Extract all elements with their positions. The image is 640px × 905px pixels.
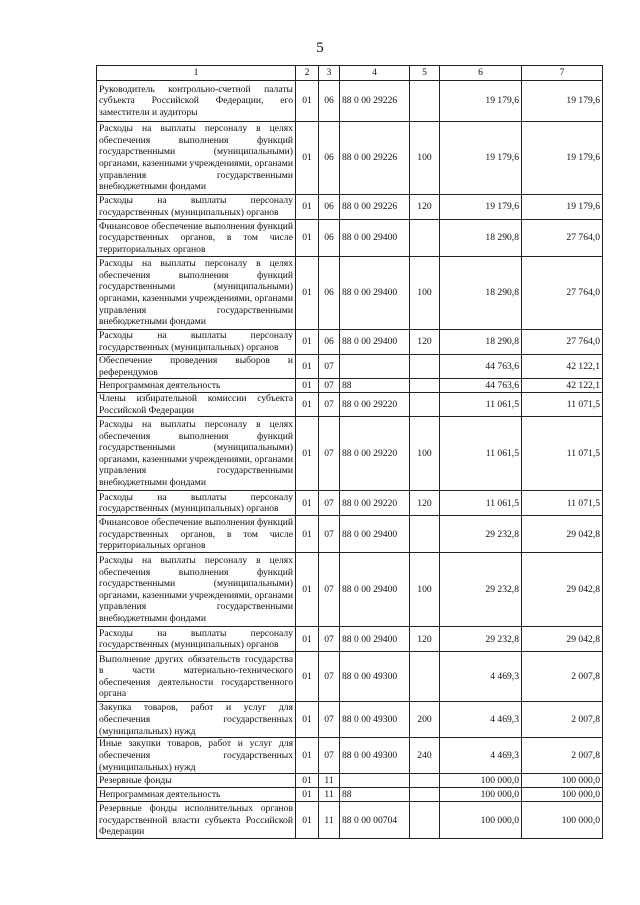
table-body [97, 81, 603, 839]
table-row [97, 774, 603, 788]
expense-type-cell: 100 [410, 122, 440, 195]
target-article-cell: 88 0 00 29220 [340, 393, 410, 417]
budget-table [96, 65, 603, 839]
row-name-cell: Финансовое обеспечение выполнения функций государственных органов, в том числе территориальных органов [97, 516, 296, 553]
table-row [97, 652, 603, 702]
section-code-cell: 01 [296, 417, 319, 491]
table-row [97, 702, 603, 738]
target-article-cell: 88 0 00 29400 [340, 553, 410, 627]
row-name-cell: Непрограммная деятельность [97, 379, 296, 393]
subsection-code-cell: 06 [319, 122, 340, 195]
amount-cell-year1: 19 179,6 [440, 81, 522, 122]
amount-cell-year2: 11 071,5 [522, 491, 603, 516]
amount-cell-year2: 19 179,6 [522, 81, 603, 122]
section-code-cell: 01 [296, 330, 319, 355]
section-code-cell: 01 [296, 355, 319, 379]
expense-type-cell: 120 [410, 330, 440, 355]
target-article-cell: 88 0 00 29400 [340, 220, 410, 257]
row-name-cell: Закупка товаров, работ и услуг для обеспечения государственных (муниципальных) нужд [97, 702, 296, 738]
amount-cell-year2: 19 179,6 [522, 122, 603, 195]
page-number: 5 [316, 40, 324, 56]
amount-cell-year1: 29 232,8 [440, 553, 522, 627]
row-name-cell: Расходы на выплаты персоналу государственных (муниципальных) органов [97, 330, 296, 355]
expense-type-cell [410, 81, 440, 122]
row-name-cell: Непрограммная деятельность [97, 788, 296, 802]
table-row [97, 355, 603, 379]
table-row [97, 491, 603, 516]
expense-type-cell: 120 [410, 491, 440, 516]
subsection-code-cell: 06 [319, 81, 340, 122]
expense-type-cell [410, 355, 440, 379]
amount-cell-year2: 100 000,0 [522, 802, 603, 839]
target-article-cell [340, 774, 410, 788]
subsection-code-cell: 11 [319, 802, 340, 839]
subsection-code-cell: 06 [319, 257, 340, 330]
target-article-cell: 88 0 00 29226 [340, 81, 410, 122]
subsection-code-cell: 07 [319, 553, 340, 627]
expense-type-cell [410, 652, 440, 702]
amount-cell-year1: 4 469,3 [440, 652, 522, 702]
amount-cell-year1: 100 000,0 [440, 788, 522, 802]
amount-cell-year1: 18 290,8 [440, 220, 522, 257]
row-name-cell: Расходы на выплаты персоналу государственных (муниципальных) органов [97, 195, 296, 220]
row-name-cell: Расходы на выплаты персоналу в целях обеспечения выполнения функций государственными (муниципальными) органами, казенными учреждениями, органами управления государственными внебюджетными фондами [97, 417, 296, 491]
target-article-cell: 88 0 00 00704 [340, 802, 410, 839]
row-name-cell: Резервные фонды исполнительных органов государственной власти субъекта Российской Федерации [97, 802, 296, 839]
section-code-cell: 01 [296, 627, 319, 652]
expense-type-cell [410, 516, 440, 553]
amount-cell-year1: 44 763,6 [440, 379, 522, 393]
column-header: 3 [319, 66, 340, 81]
table-row [97, 330, 603, 355]
table-row [97, 553, 603, 627]
table-row [97, 257, 603, 330]
section-code-cell: 01 [296, 738, 319, 774]
section-code-cell: 01 [296, 379, 319, 393]
subsection-code-cell: 07 [319, 393, 340, 417]
amount-cell-year2: 27 764,0 [522, 257, 603, 330]
amount-cell-year1: 11 061,5 [440, 417, 522, 491]
amount-cell-year1: 44 763,6 [440, 355, 522, 379]
subsection-code-cell: 06 [319, 195, 340, 220]
expense-type-cell: 100 [410, 553, 440, 627]
subsection-code-cell: 07 [319, 417, 340, 491]
section-code-cell: 01 [296, 393, 319, 417]
row-name-cell: Резервные фонды [97, 774, 296, 788]
table-row [97, 195, 603, 220]
subsection-code-cell: 07 [319, 379, 340, 393]
section-code-cell: 01 [296, 81, 319, 122]
table-row [97, 738, 603, 774]
row-name-cell: Финансовое обеспечение выполнения функций государственных органов, в том числе территориальных органов [97, 220, 296, 257]
amount-cell-year2: 100 000,0 [522, 788, 603, 802]
row-name-cell: Расходы на выплаты персоналу в целях обеспечения выполнения функций государственными (муниципальными) органами, казенными учреждениями, органами управления государственными внебюджетными фондами [97, 122, 296, 195]
subsection-code-cell: 11 [319, 788, 340, 802]
expense-type-cell: 100 [410, 417, 440, 491]
amount-cell-year1: 100 000,0 [440, 774, 522, 788]
subsection-code-cell: 06 [319, 220, 340, 257]
target-article-cell: 88 0 00 29400 [340, 516, 410, 553]
section-code-cell: 01 [296, 195, 319, 220]
target-article-cell: 88 0 00 29400 [340, 257, 410, 330]
row-name-cell: Руководитель контрольно-счетной палаты субъекта Российской Федерации, его заместители и аудиторы [97, 81, 296, 122]
amount-cell-year2: 42 122,1 [522, 379, 603, 393]
row-name-cell: Иные закупки товаров, работ и услуг для обеспечения государственных (муниципальных) нужд [97, 738, 296, 774]
subsection-code-cell: 07 [319, 738, 340, 774]
row-name-cell: Расходы на выплаты персоналу государственных (муниципальных) органов [97, 491, 296, 516]
expense-type-cell: 240 [410, 738, 440, 774]
amount-cell-year1: 29 232,8 [440, 627, 522, 652]
amount-cell-year1: 29 232,8 [440, 516, 522, 553]
table-row [97, 81, 603, 122]
target-article-cell: 88 0 00 49300 [340, 652, 410, 702]
subsection-code-cell: 07 [319, 491, 340, 516]
amount-cell-year2: 2 007,8 [522, 702, 603, 738]
amount-cell-year2: 100 000,0 [522, 774, 603, 788]
expense-type-cell [410, 220, 440, 257]
target-article-cell: 88 0 00 29226 [340, 195, 410, 220]
expense-type-cell: 200 [410, 702, 440, 738]
subsection-code-cell: 07 [319, 355, 340, 379]
subsection-code-cell: 07 [319, 702, 340, 738]
section-code-cell: 01 [296, 802, 319, 839]
amount-cell-year2: 19 179,6 [522, 195, 603, 220]
section-code-cell: 01 [296, 220, 319, 257]
target-article-cell: 88 0 00 29220 [340, 491, 410, 516]
table-row [97, 122, 603, 195]
target-article-cell [340, 355, 410, 379]
table-row [97, 627, 603, 652]
section-code-cell: 01 [296, 702, 319, 738]
target-article-cell: 88 0 00 49300 [340, 738, 410, 774]
amount-cell-year2: 29 042,8 [522, 627, 603, 652]
section-code-cell: 01 [296, 516, 319, 553]
amount-cell-year1: 100 000,0 [440, 802, 522, 839]
amount-cell-year2: 2 007,8 [522, 738, 603, 774]
table-row [97, 417, 603, 491]
amount-cell-year1: 18 290,8 [440, 330, 522, 355]
subsection-code-cell: 06 [319, 330, 340, 355]
column-header: 4 [340, 66, 410, 81]
column-header: 7 [522, 66, 603, 81]
amount-cell-year1: 4 469,3 [440, 738, 522, 774]
row-name-cell: Обеспечение проведения выборов и референдумов [97, 355, 296, 379]
column-header: 5 [410, 66, 440, 81]
row-name-cell: Расходы на выплаты персоналу в целях обеспечения выполнения функций государственными (муниципальными) органами, казенными учреждениями, органами управления государственными внебюджетными фондами [97, 257, 296, 330]
amount-cell-year1: 19 179,6 [440, 122, 522, 195]
target-article-cell: 88 0 00 29220 [340, 417, 410, 491]
target-article-cell: 88 0 00 29400 [340, 330, 410, 355]
section-code-cell: 01 [296, 652, 319, 702]
amount-cell-year1: 18 290,8 [440, 257, 522, 330]
section-code-cell: 01 [296, 774, 319, 788]
table-row [97, 220, 603, 257]
amount-cell-year1: 19 179,6 [440, 195, 522, 220]
amount-cell-year2: 29 042,8 [522, 553, 603, 627]
row-name-cell: Расходы на выплаты персоналу в целях обеспечения выполнения функций государственными (муниципальными) органами, казенными учреждениями, органами управления государственными внебюджетными фондами [97, 553, 296, 627]
expense-type-cell [410, 788, 440, 802]
section-code-cell: 01 [296, 257, 319, 330]
column-header: 6 [440, 66, 522, 81]
table-header-row [97, 66, 603, 81]
amount-cell-year1: 4 469,3 [440, 702, 522, 738]
expense-type-cell: 120 [410, 195, 440, 220]
target-article-cell: 88 0 00 29400 [340, 627, 410, 652]
target-article-cell: 88 0 00 49300 [340, 702, 410, 738]
subsection-code-cell: 07 [319, 516, 340, 553]
amount-cell-year1: 11 061,5 [440, 491, 522, 516]
section-code-cell: 01 [296, 788, 319, 802]
section-code-cell: 01 [296, 122, 319, 195]
expense-type-cell [410, 379, 440, 393]
amount-cell-year2: 29 042,8 [522, 516, 603, 553]
target-article-cell: 88 [340, 788, 410, 802]
row-name-cell: Расходы на выплаты персоналу государственных (муниципальных) органов [97, 627, 296, 652]
table-row [97, 802, 603, 839]
amount-cell-year2: 2 007,8 [522, 652, 603, 702]
target-article-cell: 88 0 00 29226 [340, 122, 410, 195]
column-header: 2 [296, 66, 319, 81]
table-row [97, 516, 603, 553]
table-row [97, 379, 603, 393]
amount-cell-year2: 27 764,0 [522, 220, 603, 257]
row-name-cell: Члены избирательной комиссии субъекта Российской Федерации [97, 393, 296, 417]
expense-type-cell: 100 [410, 257, 440, 330]
amount-cell-year1: 11 061,5 [440, 393, 522, 417]
section-code-cell: 01 [296, 553, 319, 627]
subsection-code-cell: 11 [319, 774, 340, 788]
table-row [97, 393, 603, 417]
row-name-cell: Выполнение других обязательств государства в части материально-технического обеспечения деятельности государственного органа [97, 652, 296, 702]
table-row [97, 788, 603, 802]
column-header: 1 [97, 66, 296, 81]
expense-type-cell [410, 802, 440, 839]
amount-cell-year2: 11 071,5 [522, 393, 603, 417]
expense-type-cell [410, 393, 440, 417]
expense-type-cell [410, 774, 440, 788]
target-article-cell: 88 [340, 379, 410, 393]
section-code-cell: 01 [296, 491, 319, 516]
amount-cell-year2: 11 071,5 [522, 417, 603, 491]
amount-cell-year2: 42 122,1 [522, 355, 603, 379]
expense-type-cell: 120 [410, 627, 440, 652]
amount-cell-year2: 27 764,0 [522, 330, 603, 355]
subsection-code-cell: 07 [319, 627, 340, 652]
subsection-code-cell: 07 [319, 652, 340, 702]
